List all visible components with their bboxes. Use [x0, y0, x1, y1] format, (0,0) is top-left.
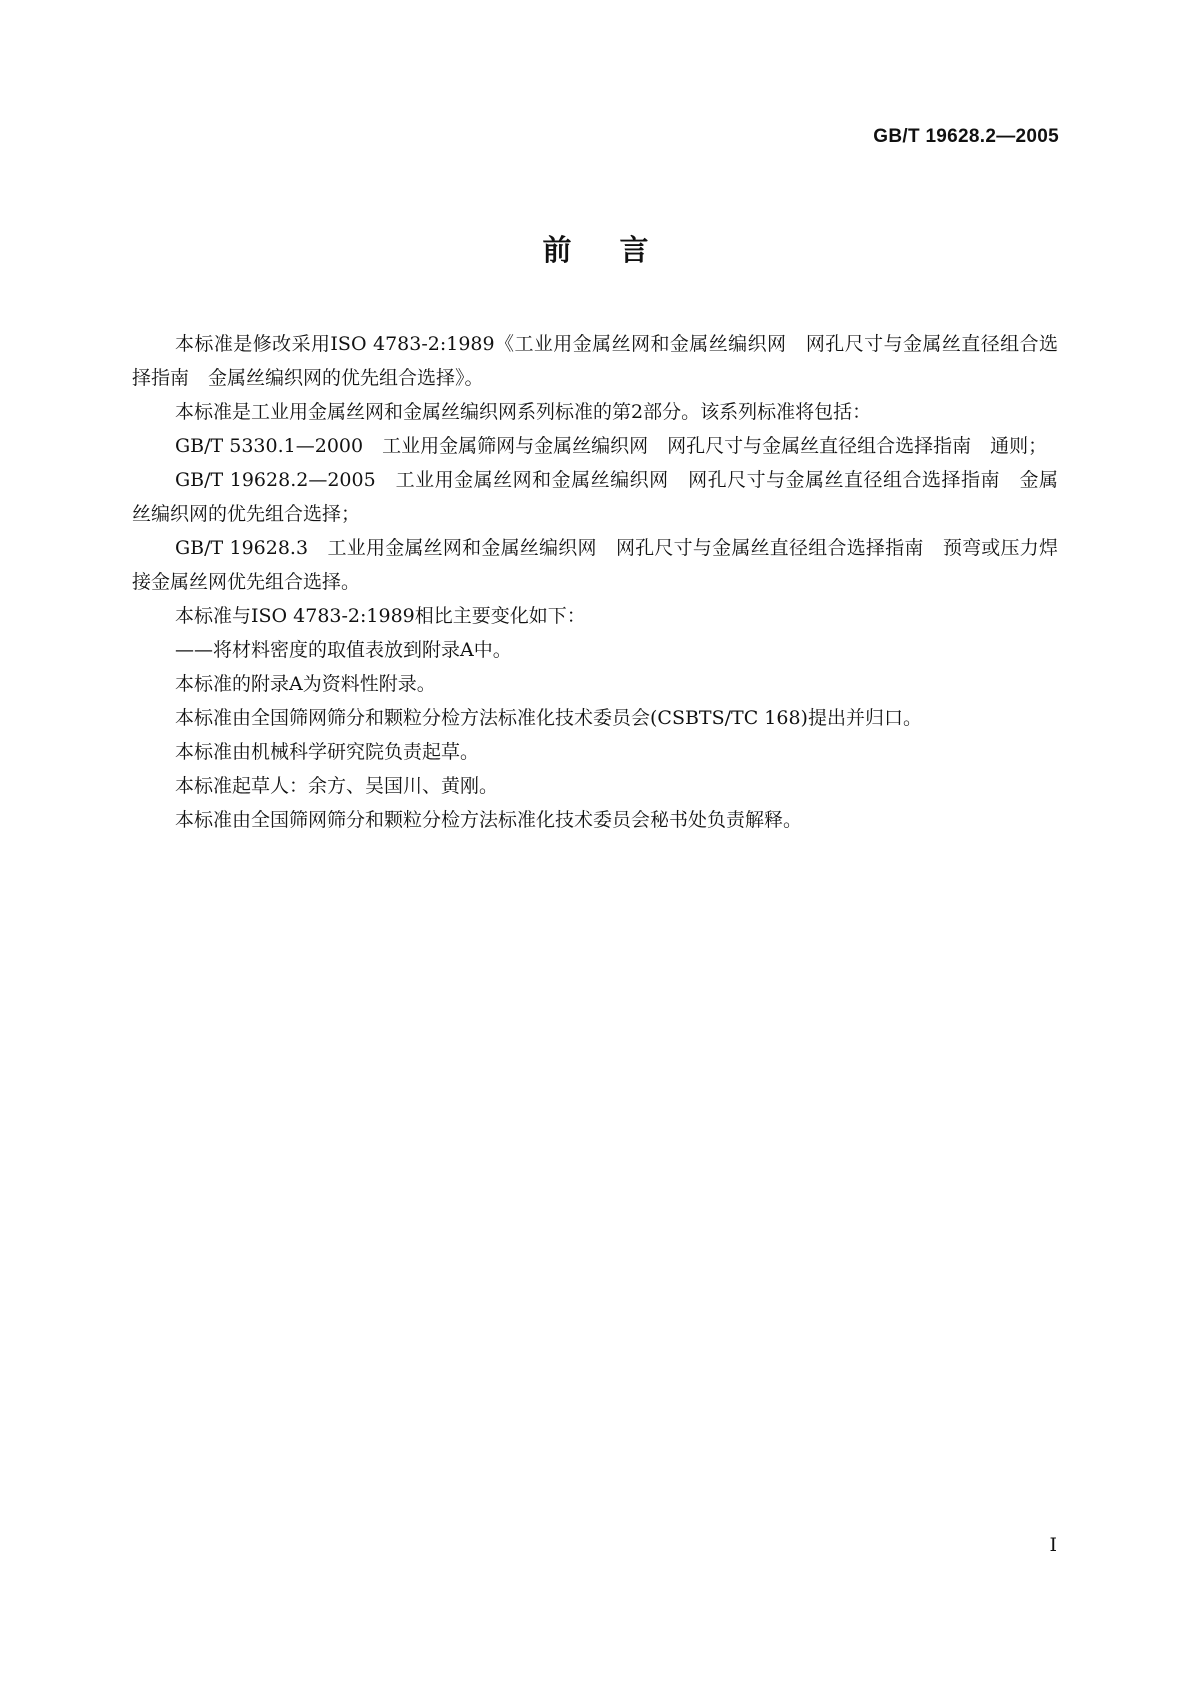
standard-code: GB/T 19628.2—2005	[873, 126, 1059, 147]
paragraph: 本标准是工业用金属丝网和金属丝编织网系列标准的第2部分。该系列标准将包括：	[175, 401, 872, 423]
paragraph: GB/T 19628.3 工业用金属丝网和金属丝编织网 网孔尺寸与金属丝直径组合选择指南 预弯或压力焊接金属丝网优先组合选择。	[132, 537, 1058, 593]
page-title: 前言	[542, 233, 697, 267]
paragraph: GB/T 19628.2—2005 工业用金属丝网和金属丝编织网 网孔尺寸与金属丝直径组合选择指南 金属丝编织网的优先组合选择；	[132, 469, 1058, 525]
paragraph: 本标准与ISO 4783-2:1989相比主要变化如下：	[175, 605, 586, 627]
paragraph: 本标准由全国筛网筛分和颗粒分检方法标准化技术委员会秘书处负责解释。	[175, 809, 803, 831]
list-item: ——将材料密度的取值表放到附录A中。	[175, 639, 512, 661]
paragraph: 本标准由机械科学研究院负责起草。	[175, 741, 480, 763]
paragraph: 本标准起草人：余方、吴国川、黄刚。	[175, 775, 499, 797]
paragraph: 本标准的附录A为资料性附录。	[175, 673, 436, 695]
foreword-body	[132, 327, 1058, 837]
page-number: I	[1049, 1534, 1057, 1556]
paragraph: 本标准由全国筛网筛分和颗粒分检方法标准化技术委员会(CSBTS/TC 168)提出并归口。	[175, 707, 922, 729]
paragraph: 本标准是修改采用ISO 4783-2:1989《工业用金属丝网和金属丝编织网 网孔尺寸与金属丝直径组合选择指南 金属丝编织网的优先组合选择》。	[132, 333, 1058, 389]
paragraph: GB/T 5330.1—2000 工业用金属筛网与金属丝编织网 网孔尺寸与金属丝直径组合选择指南 通则；	[175, 435, 1048, 457]
